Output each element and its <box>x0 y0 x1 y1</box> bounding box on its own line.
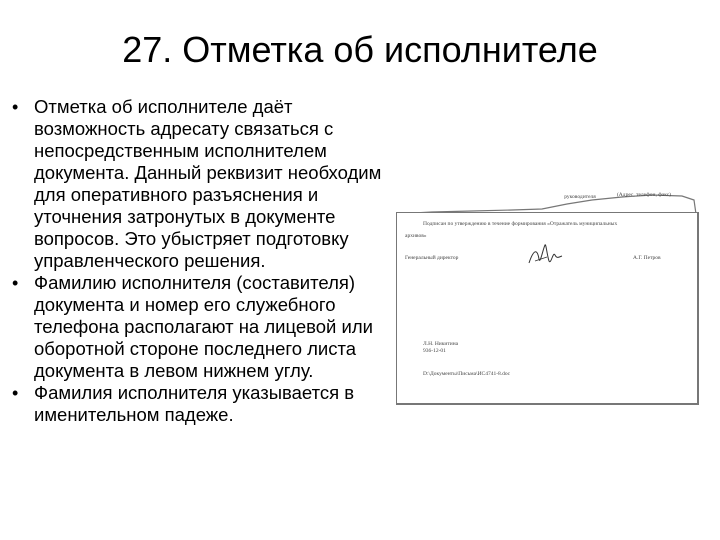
executor-phone: 936-12-01 <box>423 348 446 354</box>
bullet-text: Фамилия исполнителя указывается в именительном падеже. <box>34 382 355 425</box>
header-right-text: (Адрес, телефон, факс) <box>616 192 672 198</box>
bullet-item <box>8 272 396 382</box>
file-path: D:\Документы\Письма\ИС4741-8.doc <box>423 371 511 377</box>
signatory-name: А.Г. Петров <box>633 255 661 261</box>
signature-image <box>525 241 565 271</box>
bullet-marker: • <box>12 97 19 117</box>
slide-title: 27. Отметка об исполнителе <box>122 29 598 70</box>
header-left-text: руководителя <box>564 194 596 200</box>
bullet-item <box>8 382 396 426</box>
bullet-text: Отметка об исполнителе даёт возможность адресату связаться с непосредственным исполнителем документа. Данный реквизит необходим для оперативного разъяснения и уточнения затронутых в документе вопросов. Это убыстряет подготовку управленческого решения. <box>34 96 382 271</box>
bullet-text: Фамилию исполнителя (составителя) документа и номер его служебного телефона располагают на лицевой или оборотной стороне последнего листа документа в левом нижнем углу. <box>34 272 373 381</box>
bullet-list <box>8 96 396 426</box>
bullet-item <box>8 96 396 272</box>
document-intro-line: архивов» <box>405 233 427 239</box>
signatory-position: Генеральный директор <box>405 255 459 261</box>
document-sheet <box>396 212 699 405</box>
bullet-marker: • <box>12 383 19 403</box>
document-sample-figure <box>392 190 704 416</box>
document-intro-line: Подписан по утверждению в течение формирования «Отражатель муниципальных <box>423 221 618 227</box>
executor-name: Л.Н. Никитина <box>423 341 459 347</box>
bullet-marker: • <box>12 273 19 293</box>
